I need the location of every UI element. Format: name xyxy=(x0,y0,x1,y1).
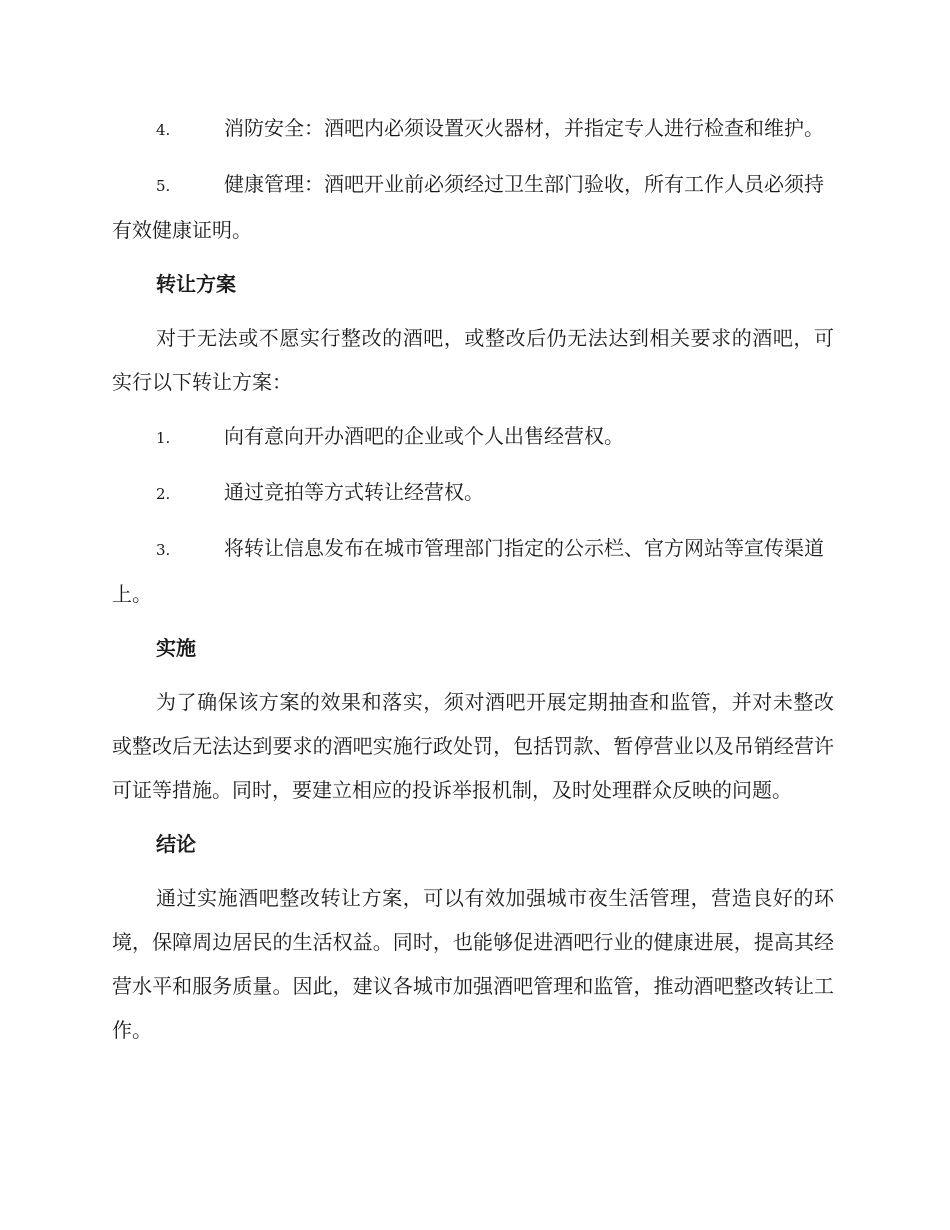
list-number: 4. xyxy=(156,121,171,139)
list-number: 1. xyxy=(156,429,171,447)
list-text: 将转让信息发布在城市管理部门指定的公示栏、官方网站等宣传渠道上。 xyxy=(112,536,824,606)
list-text: 通过竞拍等方式转让经营权。 xyxy=(224,480,484,504)
list-item-transfer-1 xyxy=(112,414,834,460)
list-item-fire-safety xyxy=(112,106,834,152)
paragraph-transfer-intro: 对于无法或不愿实行整改的酒吧，或整改后仍无法达到相关要求的酒吧，可实行以下转让方案： xyxy=(112,326,834,394)
list-text: 向有意向开办酒吧的企业或个人出售经营权。 xyxy=(224,424,624,448)
list-number: 5. xyxy=(156,177,171,195)
list-number: 2. xyxy=(156,485,171,503)
paragraph-conclusion: 通过实施酒吧整改转让方案，可以有效加强城市夜生活管理，营造良好的环境，保障周边居民的生活权益。同时，也能够促进酒吧行业的健康进展，提高其经营水平和服务质量。因此，建议各城市加强酒吧管理和监管，推动酒吧整改转让工作。 xyxy=(112,886,834,1042)
heading-conclusion: 结论 xyxy=(156,832,196,856)
list-text: 消防安全：酒吧内必须设置灭火器材，并指定专人进行检查和维护。 xyxy=(224,116,824,140)
heading-transfer-plan: 转让方案 xyxy=(156,272,236,296)
heading-implementation: 实施 xyxy=(156,636,196,660)
list-text: 健康管理：酒吧开业前必须经过卫生部门验收，所有工作人员必须持有效健康证明。 xyxy=(112,172,824,242)
list-item-transfer-3 xyxy=(112,526,834,616)
list-item-transfer-2 xyxy=(112,470,834,516)
paragraph-implementation: 为了确保该方案的效果和落实，须对酒吧开展定期抽查和监管，并对未整改或整改后无法达到要求的酒吧实施行政处罚，包括罚款、暂停营业以及吊销经营许可证等措施。同时，要建立相应的投诉举报机制，及时处理群众反映的问题。 xyxy=(112,690,834,802)
list-number: 3. xyxy=(156,541,171,559)
list-item-health-management xyxy=(112,162,834,252)
document-page xyxy=(112,106,834,1062)
